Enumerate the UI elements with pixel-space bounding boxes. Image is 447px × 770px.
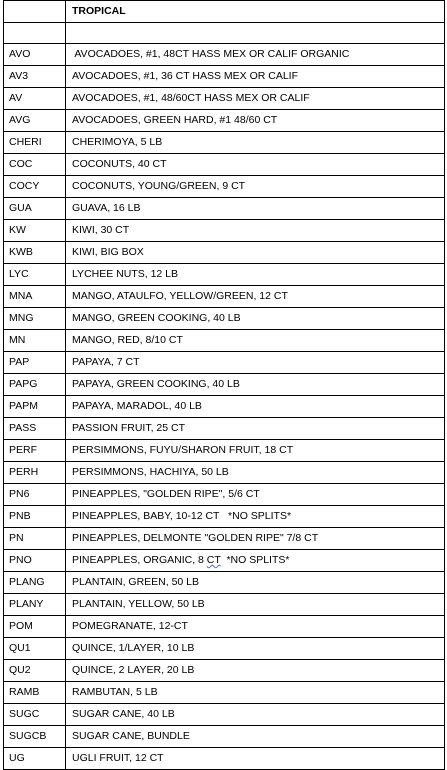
table-row xyxy=(4,682,445,704)
table-row xyxy=(4,220,445,242)
product-description-cell: MANGO, RED, 8/10 CT xyxy=(66,330,445,352)
product-description-cell: SUGAR CANE, 40 LB xyxy=(66,704,445,726)
table-row xyxy=(4,440,445,462)
product-code-cell: GUA xyxy=(4,198,66,220)
product-description-cell: CHERIMOYA, 5 LB xyxy=(66,132,445,154)
product-description-cell xyxy=(66,23,445,44)
product-code-cell: LYC xyxy=(4,264,66,286)
table-row xyxy=(4,484,445,506)
table-row xyxy=(4,23,445,44)
table-row xyxy=(4,418,445,440)
product-description-cell: MANGO, ATAULFO, YELLOW/GREEN, 12 CT xyxy=(66,286,445,308)
product-code-cell: MN xyxy=(4,330,66,352)
product-description-cell: PINEAPPLES, "GOLDEN RIPE", 5/6 CT xyxy=(66,484,445,506)
product-code-cell: QU2 xyxy=(4,660,66,682)
table-row xyxy=(4,660,445,682)
product-table xyxy=(3,0,445,770)
header-title-cell: TROPICAL xyxy=(66,1,445,23)
product-code-cell xyxy=(4,23,66,44)
product-code-cell: PAPG xyxy=(4,374,66,396)
table-row xyxy=(4,638,445,660)
product-description-cell: AVOCADOES, #1, 36 CT HASS MEX OR CALIF xyxy=(66,66,445,88)
table-row xyxy=(4,352,445,374)
product-code-cell: PNB xyxy=(4,506,66,528)
product-description-cell: QUINCE, 1/LAYER, 10 LB xyxy=(66,638,445,660)
table-row xyxy=(4,66,445,88)
product-description-cell: QUINCE, 2 LAYER, 20 LB xyxy=(66,660,445,682)
table-row xyxy=(4,572,445,594)
table-row xyxy=(4,44,445,66)
table-row xyxy=(4,550,445,572)
description-text: *NO SPLITS* xyxy=(220,554,290,566)
table-row xyxy=(4,748,445,770)
product-code-cell: PNO xyxy=(4,550,66,572)
product-code-cell: KWB xyxy=(4,242,66,264)
product-description-cell: POMEGRANATE, 12-CT xyxy=(66,616,445,638)
table-row xyxy=(4,154,445,176)
product-code-cell: COC xyxy=(4,154,66,176)
table-row xyxy=(4,528,445,550)
product-description-cell: COCONUTS, YOUNG/GREEN, 9 CT xyxy=(66,176,445,198)
product-description-cell: PAPAYA, GREEN COOKING, 40 LB xyxy=(66,374,445,396)
table-row xyxy=(4,286,445,308)
description-text: PINEAPPLES, ORGANIC, 8 xyxy=(72,554,207,566)
product-code-cell: SUGCB xyxy=(4,726,66,748)
product-description-cell: PAPAYA, 7 CT xyxy=(66,352,445,374)
product-code-cell: PN xyxy=(4,528,66,550)
product-code-cell: PERF xyxy=(4,440,66,462)
product-code-cell: PLANY xyxy=(4,594,66,616)
product-description-cell: RAMBUTAN, 5 LB xyxy=(66,682,445,704)
table-row xyxy=(4,616,445,638)
product-code-cell: COCY xyxy=(4,176,66,198)
table-row xyxy=(4,198,445,220)
product-code-cell: KW xyxy=(4,220,66,242)
table-row xyxy=(4,506,445,528)
product-description-cell: GUAVA, 16 LB xyxy=(66,198,445,220)
product-code-cell: QU1 xyxy=(4,638,66,660)
spellcheck-marked-text: CT xyxy=(206,554,221,566)
table-row xyxy=(4,242,445,264)
product-code-cell: AV3 xyxy=(4,66,66,88)
product-code-cell: AVG xyxy=(4,110,66,132)
product-code-cell: PAP xyxy=(4,352,66,374)
product-description-cell: KIWI, 30 CT xyxy=(66,220,445,242)
product-description-cell: COCONUTS, 40 CT xyxy=(66,154,445,176)
table-row xyxy=(4,594,445,616)
product-code-cell: PASS xyxy=(4,418,66,440)
product-description-cell: UGLI FRUIT, 12 CT xyxy=(66,748,445,770)
product-description-cell: AVOCADOES, GREEN HARD, #1 48/60 CT xyxy=(66,110,445,132)
product-code-cell: PLANG xyxy=(4,572,66,594)
product-description-cell: LYCHEE NUTS, 12 LB xyxy=(66,264,445,286)
product-description-cell: SUGAR CANE, BUNDLE xyxy=(66,726,445,748)
table-row xyxy=(4,726,445,748)
product-description-cell: KIWI, BIG BOX xyxy=(66,242,445,264)
table-row xyxy=(4,396,445,418)
product-code-cell: PAPM xyxy=(4,396,66,418)
product-description-cell: PAPAYA, MARADOL, 40 LB xyxy=(66,396,445,418)
product-description-cell: AVOCADOES, #1, 48CT HASS MEX OR CALIF ORGANIC xyxy=(66,44,445,66)
product-code-cell: UG xyxy=(4,748,66,770)
product-table-body xyxy=(4,1,445,770)
table-row xyxy=(4,132,445,154)
product-description-cell: PLANTAIN, YELLOW, 50 LB xyxy=(66,594,445,616)
product-description-cell: PLANTAIN, GREEN, 50 LB xyxy=(66,572,445,594)
product-code-cell: SUGC xyxy=(4,704,66,726)
product-code-cell: CHERI xyxy=(4,132,66,154)
product-description-cell: PINEAPPLES, BABY, 10-12 CT *NO SPLITS* xyxy=(66,506,445,528)
product-description-cell: PINEAPPLES, DELMONTE "GOLDEN RIPE" 7/8 CT xyxy=(66,528,445,550)
product-code-cell: AV xyxy=(4,88,66,110)
product-description-cell xyxy=(66,550,445,572)
table-row xyxy=(4,308,445,330)
table-row xyxy=(4,374,445,396)
product-code-cell: POM xyxy=(4,616,66,638)
product-description-cell: MANGO, GREEN COOKING, 40 LB xyxy=(66,308,445,330)
product-description-cell: PASSION FRUIT, 25 CT xyxy=(66,418,445,440)
table-header-row xyxy=(4,1,445,23)
product-code-cell: RAMB xyxy=(4,682,66,704)
table-row xyxy=(4,110,445,132)
product-code-cell: MNG xyxy=(4,308,66,330)
product-description-cell: PERSIMMONS, HACHIYA, 50 LB xyxy=(66,462,445,484)
product-code-cell: PERH xyxy=(4,462,66,484)
table-row xyxy=(4,264,445,286)
table-row xyxy=(4,462,445,484)
product-description-cell: AVOCADOES, #1, 48/60CT HASS MEX OR CALIF xyxy=(66,88,445,110)
product-code-cell: MNA xyxy=(4,286,66,308)
table-row xyxy=(4,176,445,198)
product-code-cell: PN6 xyxy=(4,484,66,506)
product-description-cell: PERSIMMONS, FUYU/SHARON FRUIT, 18 CT xyxy=(66,440,445,462)
table-row xyxy=(4,88,445,110)
product-code-cell: AVO xyxy=(4,44,66,66)
header-code-cell xyxy=(4,1,66,23)
table-row xyxy=(4,704,445,726)
table-row xyxy=(4,330,445,352)
